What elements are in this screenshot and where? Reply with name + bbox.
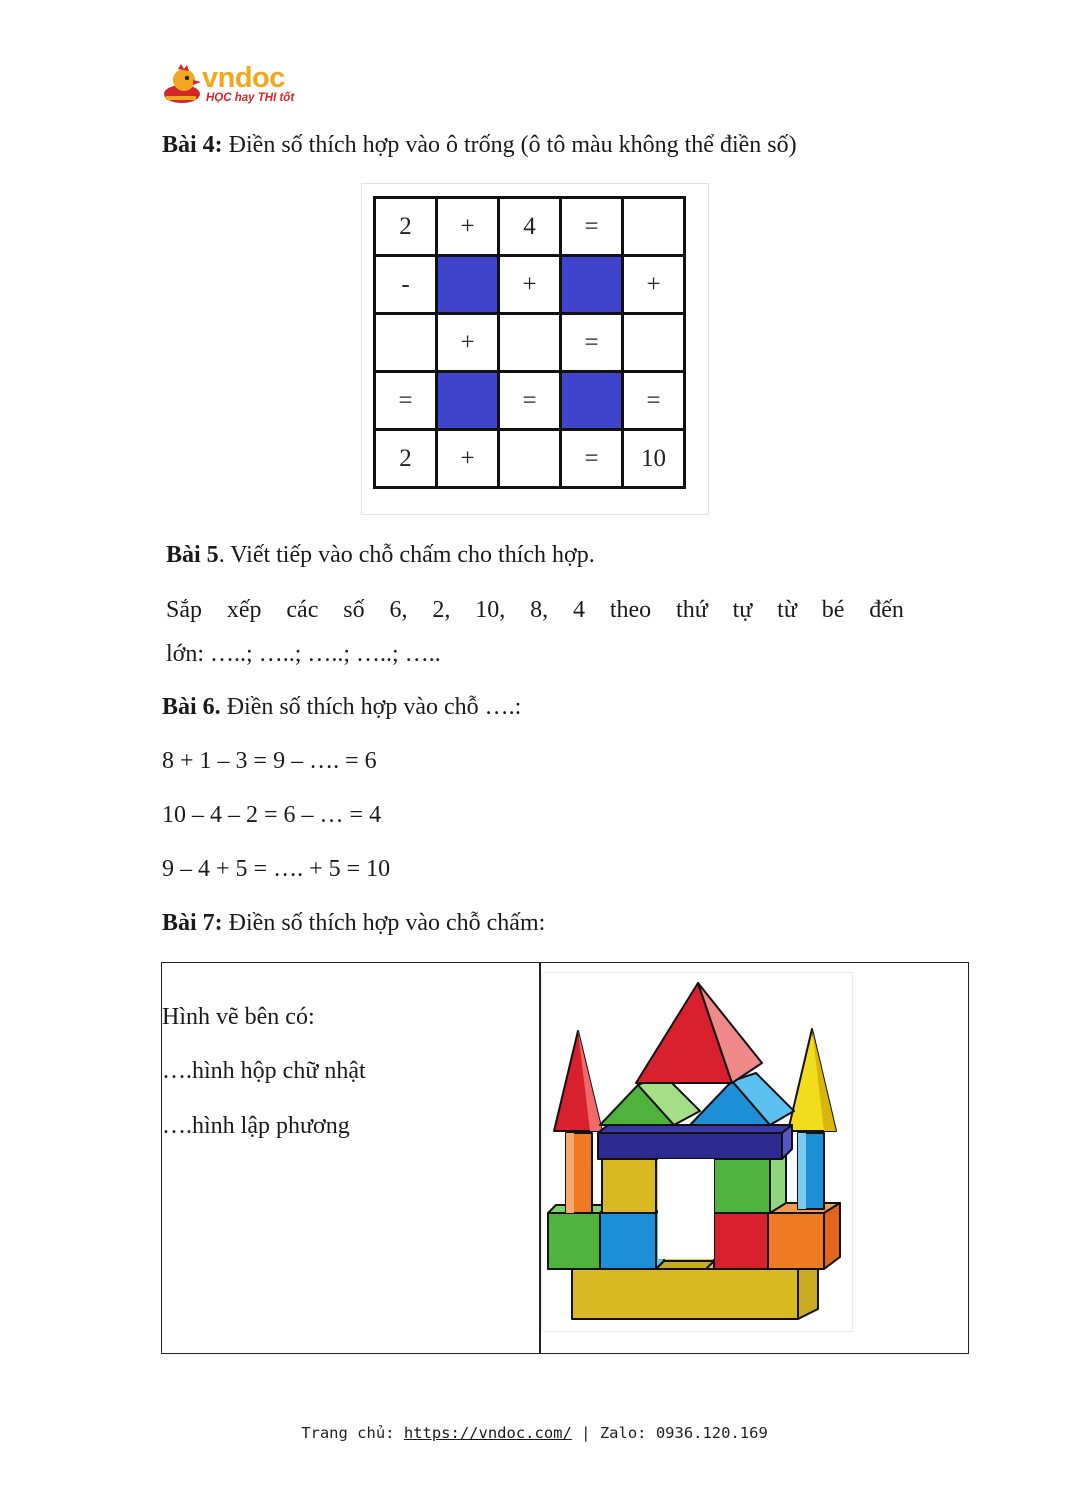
grid-cell[interactable] — [499, 314, 561, 372]
number-grid-puzzle — [373, 196, 686, 489]
bai5-word: 10, — [475, 597, 506, 623]
footer-zalo: Zalo: 0936.120.169 — [599, 1424, 768, 1442]
grid-row — [375, 430, 685, 488]
grid-cell: 10 — [623, 430, 685, 488]
grid-cell: 2 — [375, 430, 437, 488]
grid-cell: = — [623, 372, 685, 430]
grid-cell: 2 — [375, 198, 437, 256]
bai7-heading — [162, 908, 545, 938]
grid-cell[interactable] — [623, 314, 685, 372]
bai5-answer-line: lớn: …..; …..; …..; …..; ….. — [166, 641, 441, 667]
footer-home-link[interactable]: https://vndoc.com/ — [403, 1424, 572, 1442]
grid-cell: = — [375, 372, 437, 430]
bai5-word: các — [286, 597, 319, 623]
grid-cell: + — [623, 256, 685, 314]
bai5-word: 2, — [432, 597, 451, 623]
bai6-line-2: 10 – 4 – 2 = 6 – … = 4 — [162, 802, 382, 828]
bai7-cuboid-blank: ….hình hộp chữ nhật — [162, 1058, 366, 1084]
bai4-title: Bài 4: — [162, 132, 223, 158]
grid-cell[interactable] — [375, 314, 437, 372]
footer-home-label: Trang chủ: — [301, 1424, 404, 1442]
bai6-title: Bài 6. — [162, 694, 221, 720]
grid-cell[interactable] — [623, 198, 685, 256]
bai5-word: từ — [777, 597, 797, 623]
grid-row — [375, 198, 685, 256]
bai6-text: Điền số thích hợp vào chỗ ….: — [220, 694, 522, 720]
bai6-line-1: 8 + 1 – 3 = 9 – …. = 6 — [162, 748, 377, 774]
bai6-line-3: 9 – 4 + 5 = …. + 5 = 10 — [162, 856, 391, 882]
grid-cell-filled — [561, 256, 623, 314]
bai5-word: 8, — [530, 597, 549, 623]
chicken-mascot-icon — [160, 64, 204, 106]
vndoc-logo — [160, 64, 300, 108]
logo-wordmark: vndoc — [202, 62, 285, 94]
grid-row — [375, 372, 685, 430]
bai5-word: xếp — [226, 597, 262, 623]
grid-row — [375, 314, 685, 372]
bai7-text: Điền số thích hợp vào chỗ chấm: — [222, 910, 546, 936]
bai5-title: Bài 5 — [166, 542, 219, 568]
bai7-title: Bài 7: — [162, 910, 223, 936]
grid-row — [375, 256, 685, 314]
grid-cell-filled — [437, 256, 499, 314]
grid-cell: = — [561, 430, 623, 488]
bai5-word: đến — [869, 597, 904, 623]
block-castle-illustration — [541, 972, 853, 1332]
logo-slogan: HỌC hay THI tốt — [206, 92, 295, 104]
bai7-cube-blank: ….hình lập phương — [162, 1113, 350, 1139]
grid-cell-filled — [437, 372, 499, 430]
bai4-text: Điền số thích hợp vào ô trống (ô tô màu không thể điền số) — [228, 132, 797, 158]
bai5-word: Sắp — [166, 597, 202, 623]
bai5-word: tự — [732, 597, 753, 623]
grid-cell: 4 — [499, 198, 561, 256]
grid-cell-filled — [561, 372, 623, 430]
grid-cell: = — [561, 198, 623, 256]
grid-cell[interactable] — [499, 430, 561, 488]
bai5-word: bé — [821, 597, 845, 623]
bai6-heading — [162, 692, 521, 722]
bai5-word: 4 — [572, 597, 585, 623]
grid-cell: + — [437, 314, 499, 372]
bai4-heading — [162, 130, 797, 160]
footer-separator: | — [571, 1424, 600, 1442]
bai5-text: . Viết tiếp vào chỗ chấm cho thích hợp. — [218, 542, 595, 568]
grid-cell: = — [561, 314, 623, 372]
bai5-word: thứ — [676, 597, 708, 623]
bai5-word: theo — [609, 597, 652, 623]
bai5-heading — [166, 540, 595, 570]
bai7-intro: Hình vẽ bên có: — [162, 1004, 315, 1030]
grid-cell: + — [437, 430, 499, 488]
grid-cell: + — [499, 256, 561, 314]
grid-cell: - — [375, 256, 437, 314]
bai5-sort-line — [166, 595, 904, 625]
bai5-word: 6, — [389, 597, 408, 623]
grid-cell: + — [437, 198, 499, 256]
grid-cell: = — [499, 372, 561, 430]
bai5-word: số — [343, 597, 365, 623]
page-footer — [0, 1424, 1069, 1442]
